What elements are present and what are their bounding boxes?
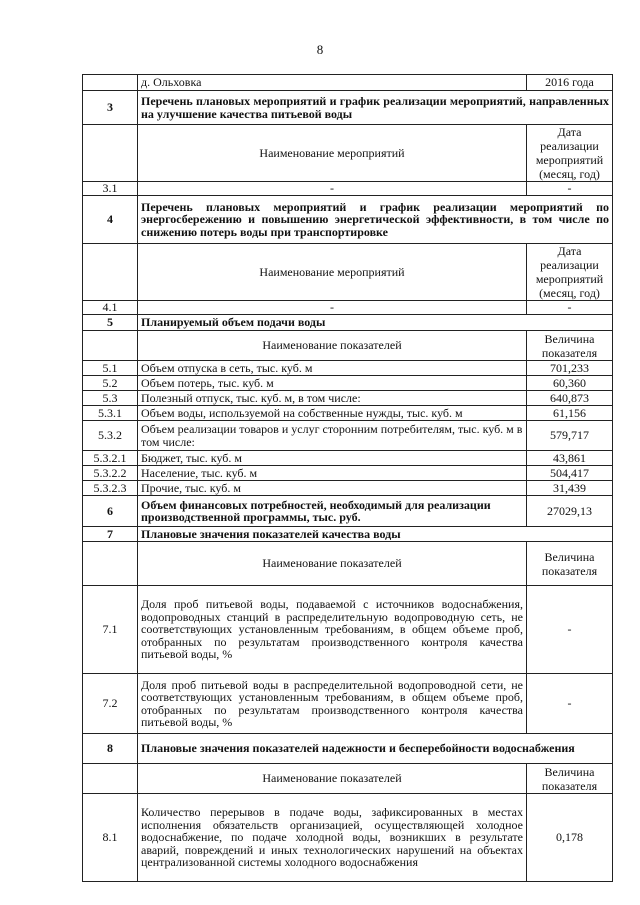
empty-cell bbox=[83, 125, 138, 182]
table-row bbox=[83, 391, 613, 406]
row-name: Прочие, тыс. куб. м bbox=[138, 481, 527, 496]
column-header-row bbox=[83, 764, 613, 794]
section-number: 3 bbox=[83, 91, 138, 125]
table-row bbox=[83, 466, 613, 481]
row-value: - bbox=[527, 301, 613, 315]
row-name: Бюджет, тыс. куб. м bbox=[138, 451, 527, 466]
row-number: 5.1 bbox=[83, 361, 138, 376]
page-number: 8 bbox=[316, 42, 324, 57]
section-header-row bbox=[83, 91, 613, 125]
row-name: Количество перерывов в подаче воды, зафиксированных в местах исполнения обязательств организацией, осуществляющей холодное водоснабжение, по подаче холодной воды, возникших в результате аварий, повреждений и иных технологических нарушений на объектах централизованной системы холодного водоснабжения bbox=[138, 794, 527, 882]
table-row bbox=[83, 481, 613, 496]
section-header-row bbox=[83, 196, 613, 244]
table-row bbox=[83, 361, 613, 376]
row-value: 60,360 bbox=[527, 376, 613, 391]
row-value: 579,717 bbox=[527, 421, 613, 451]
row-name: Доля проб питьевой воды, подаваемой с источников водоснабжения, водопроводных станций в распределительную водопроводную сеть, не соответствующих установленным требованиям, в общем объеме проб, отобранных по результатам производственного контроля качества питьевой воды, % bbox=[138, 586, 527, 674]
row-number: 5.3.2.3 bbox=[83, 481, 138, 496]
column-header-name: Наименование мероприятий bbox=[138, 244, 527, 301]
production-program-table bbox=[82, 74, 613, 882]
section-number: 6 bbox=[83, 496, 138, 527]
row-name: Объем отпуска в сеть, тыс. куб. м bbox=[138, 361, 527, 376]
row-value: - bbox=[527, 586, 613, 674]
row-name: Полезный отпуск, тыс. куб. м, в том числе: bbox=[138, 391, 527, 406]
column-header-value: Величина показателя bbox=[527, 542, 613, 586]
table-row bbox=[83, 406, 613, 421]
column-header-name: Наименование показателей bbox=[138, 764, 527, 794]
column-header-name: Наименование показателей bbox=[138, 331, 527, 361]
section-header-row bbox=[83, 527, 613, 542]
section-number: 4 bbox=[83, 196, 138, 244]
row-number: 5.3.2.1 bbox=[83, 451, 138, 466]
section-header-row bbox=[83, 315, 613, 331]
section-title: Объем финансовых потребностей, необходимый для реализации производственной программы, тыс. руб. bbox=[138, 496, 527, 527]
column-header-row bbox=[83, 331, 613, 361]
table-row bbox=[83, 586, 613, 674]
section-title: Перечень плановых мероприятий и график реализации мероприятий, направленных на улучшение качества питьевой воды bbox=[138, 91, 613, 125]
table-row bbox=[83, 421, 613, 451]
row-name: - bbox=[138, 182, 527, 196]
row-name: Объем воды, используемой на собственные нужды, тыс. куб. м bbox=[138, 406, 527, 421]
column-header-name: Наименование показателей bbox=[138, 542, 527, 586]
section-title: Плановые значения показателей качества воды bbox=[138, 527, 613, 542]
table-row bbox=[83, 75, 613, 91]
table-row bbox=[83, 794, 613, 882]
empty-cell bbox=[83, 542, 138, 586]
row-value: - bbox=[527, 182, 613, 196]
column-header-date: Дата реализации мероприятий (месяц, год) bbox=[527, 244, 613, 301]
table-row bbox=[83, 182, 613, 196]
empty-cell bbox=[83, 75, 138, 91]
row-name: Объем потерь, тыс. куб. м bbox=[138, 376, 527, 391]
row-value: 61,156 bbox=[527, 406, 613, 421]
table-row bbox=[83, 376, 613, 391]
column-header-row bbox=[83, 244, 613, 301]
section-title: Планируемый объем подачи воды bbox=[138, 315, 613, 331]
row-number: 5.2 bbox=[83, 376, 138, 391]
table-row bbox=[83, 451, 613, 466]
column-header-row bbox=[83, 542, 613, 586]
section-header-row bbox=[83, 734, 613, 764]
column-header-row bbox=[83, 125, 613, 182]
section-header-row bbox=[83, 496, 613, 527]
section-number: 7 bbox=[83, 527, 138, 542]
row-number: 5.3 bbox=[83, 391, 138, 406]
row-value: 27029,13 bbox=[527, 496, 613, 527]
row-name: Население, тыс. куб. м bbox=[138, 466, 527, 481]
section-number: 5 bbox=[83, 315, 138, 331]
section-title: Плановые значения показателей надежности и бесперебойности водоснабжения bbox=[138, 734, 613, 764]
empty-cell bbox=[83, 764, 138, 794]
column-header-date: Дата реализации мероприятий (месяц, год) bbox=[527, 125, 613, 182]
row-value: - bbox=[527, 674, 613, 734]
row-number: 7.2 bbox=[83, 674, 138, 734]
empty-cell bbox=[83, 331, 138, 361]
row-number: 8.1 bbox=[83, 794, 138, 882]
row-value: 0,178 bbox=[527, 794, 613, 882]
row-number: 3.1 bbox=[83, 182, 138, 196]
row-number: 5.3.1 bbox=[83, 406, 138, 421]
table-row bbox=[83, 301, 613, 315]
row-name: Доля проб питьевой воды в распределительной водопроводной сети, не соответствующих установленным требованиям, в общем объеме проб, отобранных по результатам производственного контроля качества питьевой воды, % bbox=[138, 674, 527, 734]
section-title: Перечень плановых мероприятий и график реализации мероприятий по энергосбережению и повышению энергетической эффективности, в том числе по снижению потерь воды при транспортировке bbox=[138, 196, 613, 244]
section-number: 8 bbox=[83, 734, 138, 764]
empty-cell bbox=[83, 244, 138, 301]
row-value: 43,861 bbox=[527, 451, 613, 466]
table-row bbox=[83, 674, 613, 734]
row-number: 5.3.2 bbox=[83, 421, 138, 451]
row-number: 7.1 bbox=[83, 586, 138, 674]
row-value: 31,439 bbox=[527, 481, 613, 496]
row-name: - bbox=[138, 301, 527, 315]
village-name: д. Ольховка bbox=[138, 75, 527, 91]
row-value: 504,417 bbox=[527, 466, 613, 481]
row-name: Объем реализации товаров и услуг сторонним потребителям, тыс. куб. м в том числе: bbox=[138, 421, 527, 451]
column-header-value: Величина показателя bbox=[527, 331, 613, 361]
column-header-name: Наименование мероприятий bbox=[138, 125, 527, 182]
row-value: 640,873 bbox=[527, 391, 613, 406]
column-header-value: Величина показателя bbox=[527, 764, 613, 794]
row-number: 4.1 bbox=[83, 301, 138, 315]
year-cell: 2016 года bbox=[527, 75, 613, 91]
row-number: 5.3.2.2 bbox=[83, 466, 138, 481]
row-value: 701,233 bbox=[527, 361, 613, 376]
